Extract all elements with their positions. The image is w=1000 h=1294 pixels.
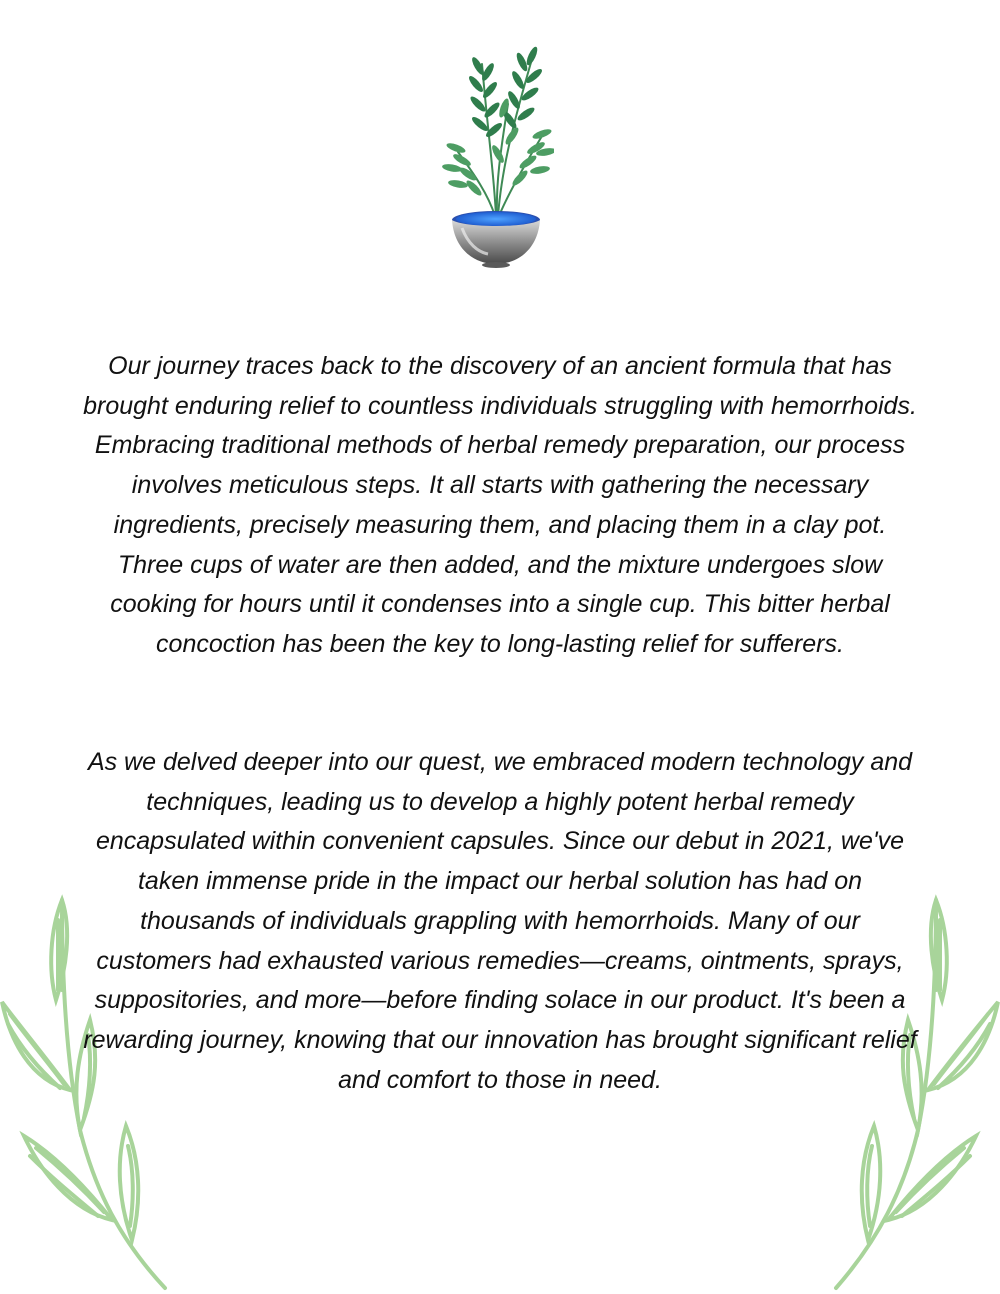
potted-plant-icon: [438, 44, 554, 270]
story-paragraph-1: Our journey traces back to the discovery of an ancient formula that has brought enduring relief to countless individuals struggling with hemorrhoids. Embracing traditional methods of herbal remedy preparation, our process involves meticulous steps. It all starts with gathering the necessary ingredients, precisely measuring them, and placing them in a clay pot. Three cups of water are then added, and the mixture undergoes slow cooking for hours until it condenses into a single cup. This bitter herbal concoction has been the key to long-lasting relief for sufferers.: [83, 352, 917, 658]
story-paragraph-2: As we delved deeper into our quest, we embraced modern technology and techniques, leading us to develop a highly potent herbal remedy encapsulated within convenient capsules. Since our debut in 2021, we've taken immense pride in the impact our herbal solution has had on thousands of individuals grappling with hemorrhoids. Many of our customers had exhausted various remedies—creams, ointments, sprays, suppositories, and more—before finding solace in our product. It's been a rewarding journey, knowing that our innovation has brought significant relief and comfort to those in need.: [83, 748, 917, 1094]
